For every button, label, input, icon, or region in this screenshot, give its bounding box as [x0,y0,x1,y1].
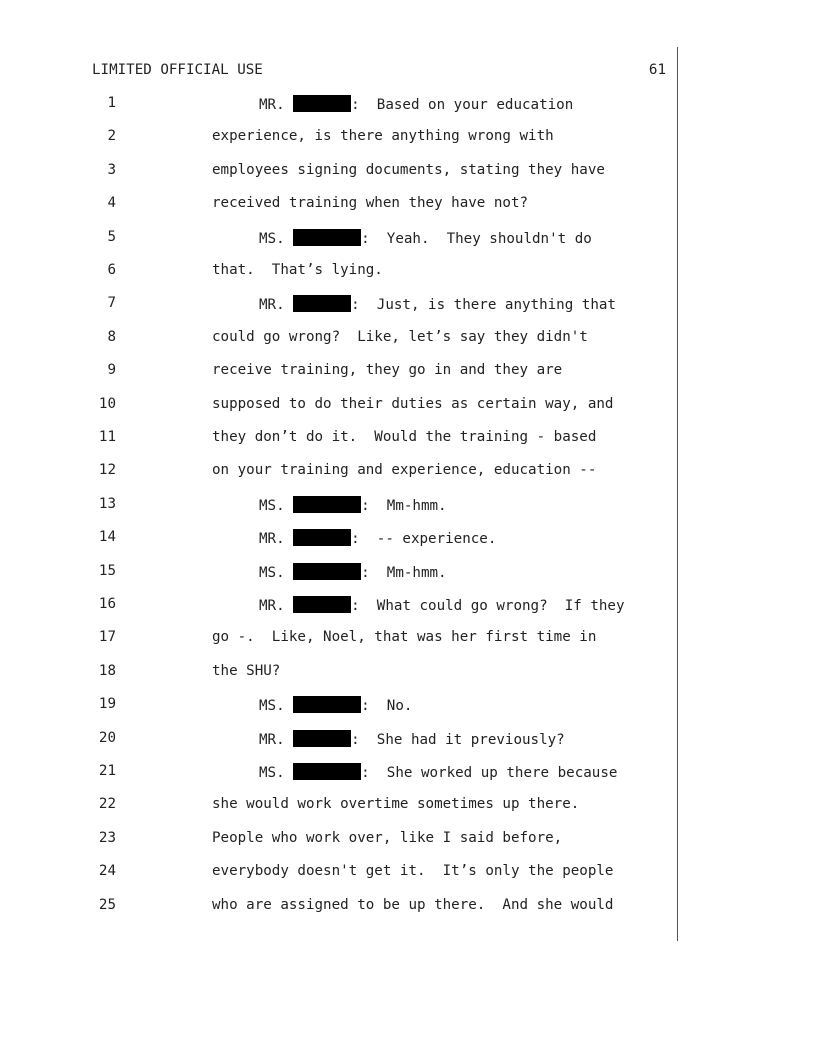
transcript-line [0,362,676,386]
line-number: 8 [107,328,116,345]
transcript-line [0,897,676,921]
transcript-line [0,796,676,820]
line-number: 2 [107,128,116,145]
line-number: 11 [98,429,116,445]
redaction-box [293,496,361,513]
speaker-title: MS. [259,698,285,715]
line-number: 17 [98,629,116,646]
transcript-line [0,429,676,453]
continuation-text: who are assigned to be up there. And she would [212,896,614,913]
speaker-line [259,563,447,581]
continuation-text: employees signing documents, stating they have [212,161,605,178]
line-number: 22 [98,796,116,813]
line-number: 15 [98,562,116,579]
redaction-box [293,95,351,112]
speaker-title: MR. [259,598,285,614]
continuation-text: supposed to do their duties as certain way, and [212,395,614,412]
transcript-line [0,396,676,420]
speaker-line [259,730,565,748]
line-number: 24 [98,863,116,880]
redaction-box [293,730,351,747]
transcript-line [0,128,676,152]
speaker-text: : What could go wrong? If they [351,598,625,614]
line-number: 10 [98,395,116,412]
continuation-text: receive training, they go in and they are [212,362,563,379]
speaker-line [259,295,616,313]
transcript-line [0,863,676,887]
speaker-title: MS. [259,765,285,781]
line-number: 19 [98,696,116,713]
line-number: 13 [98,495,116,512]
continuation-text: that. That’s lying. [212,262,383,278]
line-number: 4 [107,195,116,212]
transcript-line [0,629,676,653]
speaker-text: : Based on your education [351,97,574,113]
transcript-line [0,830,676,854]
speaker-line [259,229,592,247]
transcript-line [0,663,676,687]
continuation-text: everybody doesn't get it. It’s only the people [212,863,614,880]
redaction-box [293,295,351,312]
speaker-text: : Mm-hmm. [361,497,447,514]
line-number: 1 [107,95,116,111]
transcript-line [0,496,676,520]
transcript-line [0,563,676,587]
line-number: 16 [98,596,116,612]
continuation-text: experience, is there anything wrong with [212,128,554,145]
transcript-line [0,763,676,787]
line-number: 23 [98,829,116,846]
speaker-text: : Mm-hmm. [361,564,447,581]
transcript-line [0,162,676,186]
redaction-box [293,529,351,546]
continuation-text: they don’t do it. Would the training - based [212,429,597,445]
speaker-text: : No. [361,698,413,715]
line-number: 5 [107,228,116,245]
line-number: 7 [107,295,116,312]
line-number: 25 [98,896,116,913]
speaker-text: : Just, is there anything that [351,297,616,314]
continuation-text: could go wrong? Like, let’s say they didn't [212,328,588,345]
transcript-line [0,229,676,253]
speaker-line [259,496,447,514]
speaker-title: MR. [259,731,285,748]
continuation-text: she would work overtime sometimes up there. [212,796,580,813]
redaction-box [293,563,361,580]
line-number: 12 [98,462,116,479]
speaker-title: MR. [259,97,285,113]
transcript-line [0,295,676,319]
speaker-title: MS. [259,497,285,514]
speaker-text: : -- experience. [351,531,497,548]
transcript-line [0,329,676,353]
speaker-title: MR. [259,297,285,314]
transcript-line [0,262,676,286]
page-number: 61 [648,62,666,78]
right-margin-rule [677,47,678,941]
line-number: 9 [107,362,116,379]
redaction-box [293,596,351,613]
line-number: 14 [98,529,116,546]
line-number: 18 [98,662,116,679]
continuation-text: go -. Like, Noel, that was her first time in [212,629,597,646]
speaker-text: : Yeah. They shouldn't do [361,230,592,247]
speaker-line [259,763,617,781]
speaker-line [259,95,573,113]
transcript-line [0,696,676,720]
transcript-line [0,730,676,754]
redaction-box [293,229,361,246]
line-number: 20 [98,729,116,746]
redaction-box [293,763,361,780]
redaction-box [293,696,361,713]
line-number: 3 [107,161,116,178]
speaker-text: : She had it previously? [351,731,565,748]
continuation-text: on your training and experience, education -- [212,462,597,479]
transcript-line [0,596,676,620]
speaker-text: : She worked up there because [361,765,618,781]
speaker-line [259,596,625,614]
speaker-title: MS. [259,564,285,581]
continuation-text: the SHU? [212,662,281,679]
speaker-line [259,529,496,547]
line-number: 6 [107,262,116,278]
speaker-line [259,696,412,714]
transcript-line [0,195,676,219]
continuation-text: People who work over, like I said before, [212,829,563,846]
speaker-title: MS. [259,230,285,247]
classification-header: LIMITED OFFICIAL USE [92,62,263,78]
transcript-line [0,95,676,119]
transcript-line [0,529,676,553]
speaker-title: MR. [259,531,285,548]
line-number: 21 [98,763,116,779]
transcript-line [0,462,676,486]
continuation-text: received training when they have not? [212,195,529,212]
